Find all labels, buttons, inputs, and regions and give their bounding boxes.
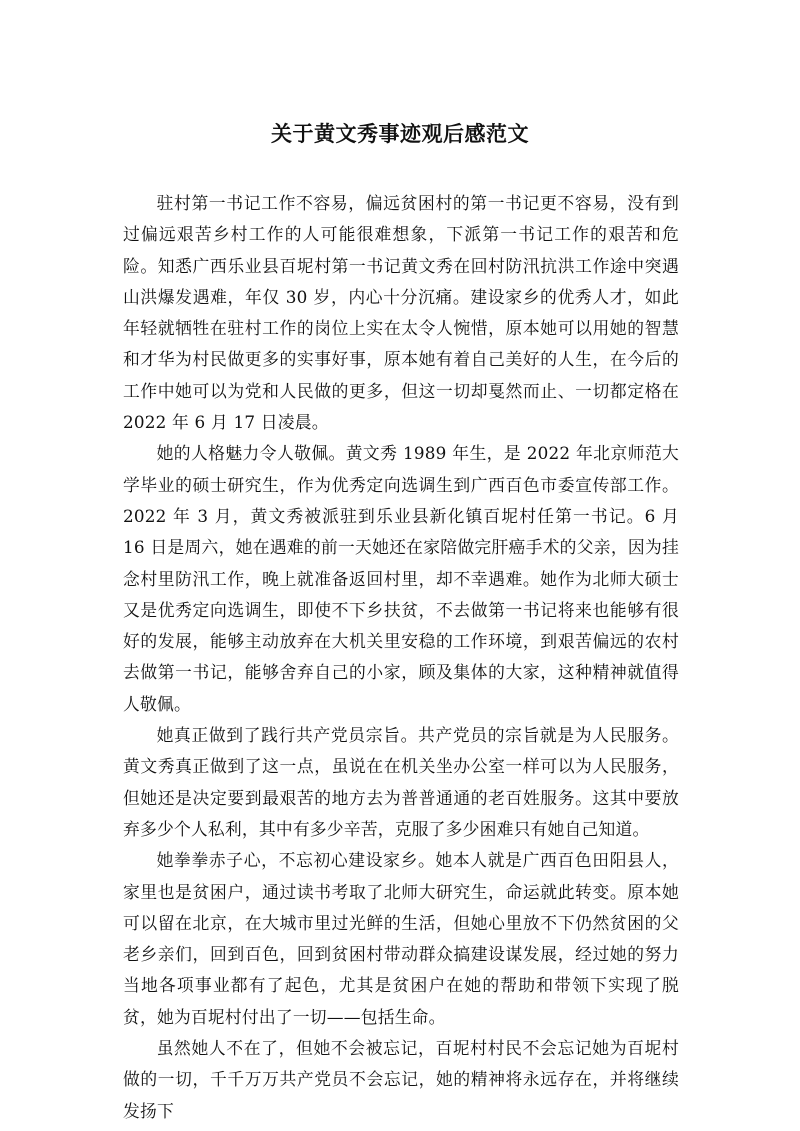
paragraph-5: 虽然她人不在了，但她不会被忘记，百坭村村民不会忘记她为百坭村做的一切，千千万万共产党员不会忘记，她的精神将永远存在，并将继续发扬下 xyxy=(123,1038,679,1121)
paragraph-3: 她真正做到了践行共产党员宗旨。共产党员的宗旨就是为人民服务。黄文秀真正做到了这一点，虽说在在机关坐办公室一样可以为人民服务，但她还是决定要到最艰苦的地方去为普普通通的老百姓服务。这其中要放弃多少个人私利，其中有多少辛苦，克服了多少困难只有她自己知道。 xyxy=(123,725,679,839)
paragraph-4: 她拳拳赤子心，不忘初心建设家乡。她本人就是广西百色田阳县人，家里也是贫困户，通过读书考取了北师大研究生，命运就此转变。原本她可以留在北京，在大城市里过光鲜的生活，但她心里放不下仍然贫困的父老乡亲们，回到百色，回到贫困村带动群众搞建设谋发展，经过她的努力当地各项事业都有了起色，尤其是贫困户在她的帮助和带领下实现了脱贫，她为百坭村付出了一切——包括生命。 xyxy=(123,850,679,1027)
document-title: 关于黄文秀事迹观后感范文 xyxy=(271,122,529,146)
paragraph-2: 她的人格魅力令人敬佩。黄文秀 1989 年生，是 2022 年北京师范大学毕业的硕士研究生，作为优秀定向选调生到广西百色市委宣传部工作。2022 年 3 月，黄文秀被派驻到乐业县新化镇百坭村任第一书记。6 月 16 日是周六，她在遇难的前一天她还在家陪做完肝癌手术的父亲，因为挂念村里防汛工作，晚上就准备返回村里，却不幸遇难。她作为北师大硕士又是优秀定向选调生，即使不下乡扶贫，不去做第一书记将来也能够有很好的发展，能够主动放弃在大机关里安稳的工作环境，到艰苦偏远的农村去做第一书记，能够舍弃自己的小家，顾及集体的大家，这种精神就值得人敬佩。 xyxy=(123,443,679,714)
paragraph-1: 驻村第一书记工作不容易，偏远贫困村的第一书记更不容易，没有到过偏远艰苦乡村工作的人可能很难想象，下派第一书记工作的艰苦和危险。知悉广西乐业县百坭村第一书记黄文秀在回村防汛抗洪工作途中突遇山洪爆发遇难，年仅 30 岁，内心十分沉痛。建设家乡的优秀人才，如此年轻就牺牲在驻村工作的岗位上实在太令人惋惜，原本她可以用她的智慧和才华为村民做更多的实事好事，原本她有着自己美好的人生，在今后的工作中她可以为党和人民做的更多，但这一切却戛然而止、一切都定格在 2022 年 6 月 17 日凌晨。 xyxy=(123,193,679,433)
document-body xyxy=(123,188,679,1127)
